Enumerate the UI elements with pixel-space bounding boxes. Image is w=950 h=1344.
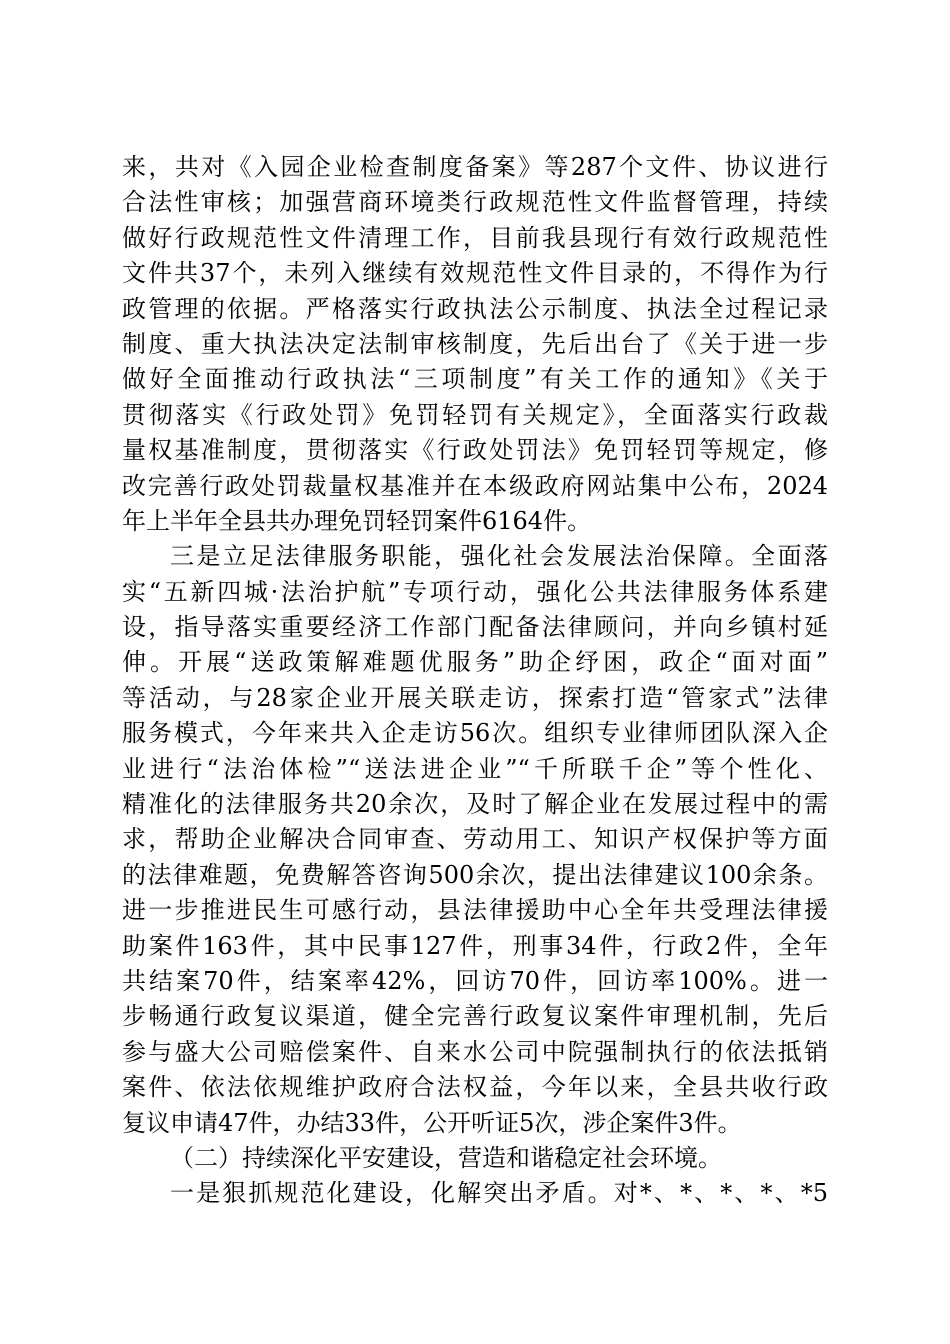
- text-line: 来，共对《入园企业检查制度备案》等287个文件、协议进行: [122, 153, 828, 181]
- text-line: 参与盛大公司赔偿案件、自来水公司中院强制执行的依法抵销: [122, 1037, 828, 1066]
- text-line: 复议申请47件，办结33件，公开听证5次，涉企案件3件。: [122, 1108, 742, 1137]
- text-line: 改完善行政处罚裁量权基准并在本级政府网站集中公布，2024: [122, 471, 828, 500]
- text-line: 精准化的法律服务共20余次，及时了解企业在发展过程中的需: [122, 790, 828, 819]
- text-line: 案件、依法依规维护政府合法权益，今年以来，全县共收行政: [122, 1073, 828, 1102]
- text-line: 做好全面推动行政执法“三项制度”有关工作的通知》《关于: [122, 365, 828, 394]
- text-line: 贯彻落实《行政处罚》免罚轻罚有关规定》，全面落实行政裁: [122, 400, 828, 429]
- text-line: 政管理的依据。严格落实行政执法公示制度、执法全过程记录: [122, 294, 828, 323]
- section-heading: （二）持续深化平安建设，营造和谐稳定社会环境。: [170, 1143, 722, 1172]
- text-line: 等活动，与28家企业开展关联走访，探索打造“管家式”法律: [122, 683, 828, 712]
- text-line: 业进行“法治体检”“送法进企业”“千所联千企”等个性化、: [122, 754, 828, 783]
- text-line: 三是立足法律服务职能，强化社会发展法治保障。全面落: [170, 542, 828, 571]
- text-line: 合法性审核；加强营商环境类行政规范性文件监督管理，持续: [122, 188, 828, 217]
- text-line: 设，指导落实重要经济工作部门配备法律顾问，并向乡镇村延: [122, 613, 828, 642]
- text-line: 步畅通行政复议渠道，健全完善行政复议案件审理机制，先后: [122, 1002, 828, 1031]
- text-line: 伸。开展“送政策解难题优服务”助企纾困，政企“面对面”: [122, 648, 828, 677]
- text-line: 制度、重大执法决定法制审核制度，先后出台了《关于进一步: [122, 329, 828, 358]
- text-line: 实“五新四城·法治护航”专项行动，强化公共法律服务体系建: [122, 577, 828, 606]
- text-line: 求，帮助企业解决合同审查、劳动用工、知识产权保护等方面: [122, 825, 828, 854]
- text-line: 服务模式，今年来共入企走访56次。组织专业律师团队深入企: [122, 719, 828, 748]
- text-line: 文件共37个，未列入继续有效规范性文件目录的，不得作为行: [122, 259, 828, 288]
- text-line: 助案件163件，其中民事127件，刑事34件，行政2件，全年: [122, 931, 828, 960]
- text-line: 的法律难题，免费解答咨询500余次，提出法律建议100余条。: [122, 860, 828, 889]
- text-line: 一是狠抓规范化建设，化解突出矛盾。对*、*、*、*、*5: [170, 1179, 828, 1208]
- text-line: 共结案70件，结案率42%，回访70件，回访率100%。进一: [122, 966, 828, 995]
- text-line: 量权基准制度，贯彻落实《行政处罚法》免罚轻罚等规定，修: [122, 436, 828, 465]
- text-line: 做好行政规范性文件清理工作，目前我县现行有效行政规范性: [122, 223, 828, 252]
- document-body: [122, 150, 828, 1212]
- text-line: 年上半年全县共办理免罚轻罚案件6164件。: [122, 506, 592, 535]
- text-line: 进一步推进民生可感行动，县法律援助中心全年共受理法律援: [122, 896, 828, 925]
